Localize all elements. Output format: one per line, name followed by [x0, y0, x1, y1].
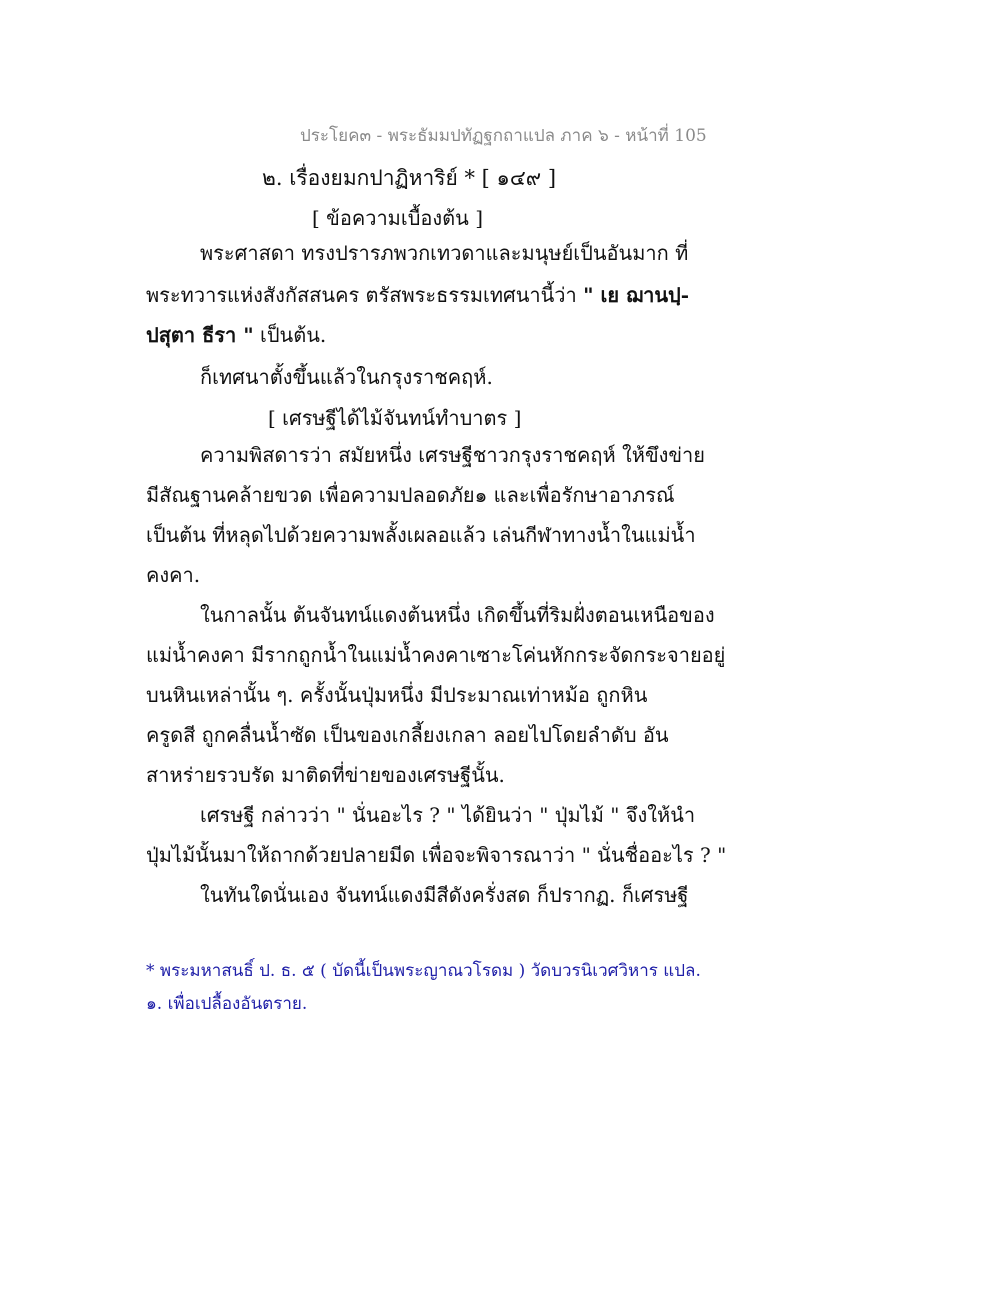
verse-quote-end: ปสุตา ธีรา ": [146, 323, 254, 347]
paragraph-1-line-2-text: พระทวารแห่งสังกัสสนคร ตรัสพระธรรมเทศนานี้ว่า: [146, 283, 584, 307]
paragraph-6-line-1: ในทันใดนั่นเอง จันทน์แดงมีสีดังครั่งสด ก็ปรากฏ. ก็เศรษฐี: [200, 883, 689, 907]
paragraph-1-line-3-text: เป็นต้น.: [253, 323, 327, 347]
paragraph-1-line-3: [146, 322, 326, 348]
paragraph-4-line-5: สาหร่ายรวบรัด มาติดที่ข่ายของเศรษฐีนั้น.: [146, 763, 505, 787]
footnote-translator: * พระมหาสนธิ์ ป. ธ. ๕ ( บัดนี้เป็นพระญาณวโรดม ) วัดบวรนิเวศวิหาร แปล.: [146, 961, 701, 981]
verse-quote-start: " เย ฌานปฺ-: [583, 283, 690, 307]
paragraph-4-line-4: ครูดสี ถูกคลื่นน้ำซัด เป็นของเกลี้ยงเกลา ลอยไปโดยลำดับ อัน: [146, 723, 669, 747]
chapter-title: ๒. เรื่องยมกปาฏิหาริย์ * [ ๑๔๙ ]: [262, 166, 557, 190]
paragraph-2-line-1: ก็เทศนาตั้งขึ้นแล้วในกรุงราชคฤห์.: [200, 365, 493, 389]
footnote-1: ๑. เพื่อเปลื้องอันตราย.: [146, 994, 308, 1014]
paragraph-3-line-4: คงคา.: [146, 563, 201, 587]
footnotes: [146, 958, 866, 1024]
paragraph-4-line-1: ในกาลนั้น ต้นจันทน์แดงต้นหนึ่ง เกิดขึ้นที่ริมฝั่งตอนเหนือของ: [200, 603, 715, 627]
running-header: ประโยค๓ - พระธัมมปทัฏฐกถาแปล ภาค ๖ - หน้าที่ 105: [300, 126, 707, 146]
paragraph-4-line-2: แม่น้ำคงคา มีรากถูกน้ำในแม่น้ำคงคาเซาะโค่นหักกระจัดกระจายอยู่: [146, 643, 726, 667]
paragraph-3-line-3: เป็นต้น ที่หลุดไปด้วยความพลั้งเผลอแล้ว เล่นกีฬาทางน้ำในแม่น้ำ: [146, 523, 696, 547]
section-heading-intro: [ ข้อความเบื้องต้น ]: [312, 206, 483, 230]
paragraph-1-line-2: [146, 282, 689, 308]
paragraph-1-line-1: พระศาสดา ทรงปรารภพวกเทวดาและมนุษย์เป็นอันมาก ที่: [200, 241, 689, 265]
paragraph-3-line-2: มีสัณฐานคล้ายขวด เพื่อความปลอดภัย๑ และเพื่อรักษาอาภรณ์: [146, 483, 675, 507]
paragraph-4-line-3: บนหินเหล่านั้น ๆ. ครั้งนั้นปุ่มหนึ่ง มีประมาณเท่าหม้อ ถูกหิน: [146, 683, 648, 707]
paragraph-5-line-2: ปุ่มไม้นั้นมาให้ถากด้วยปลายมีด เพื่อจะพิจารณาว่า " นั่นชื่ออะไร ? ": [146, 843, 727, 867]
paragraph-5-line-1: เศรษฐี กล่าวว่า " นั่นอะไร ? " ได้ยินว่า " ปุ่มไม้ " จึงให้นำ: [200, 803, 696, 827]
section-heading-story: [ เศรษฐีได้ไม้จันทน์ทำบาตร ]: [268, 406, 522, 430]
paragraph-3-line-1: ความพิสดารว่า สมัยหนึ่ง เศรษฐีชาวกรุงราชคฤห์ ให้ขึงข่าย: [200, 443, 706, 467]
